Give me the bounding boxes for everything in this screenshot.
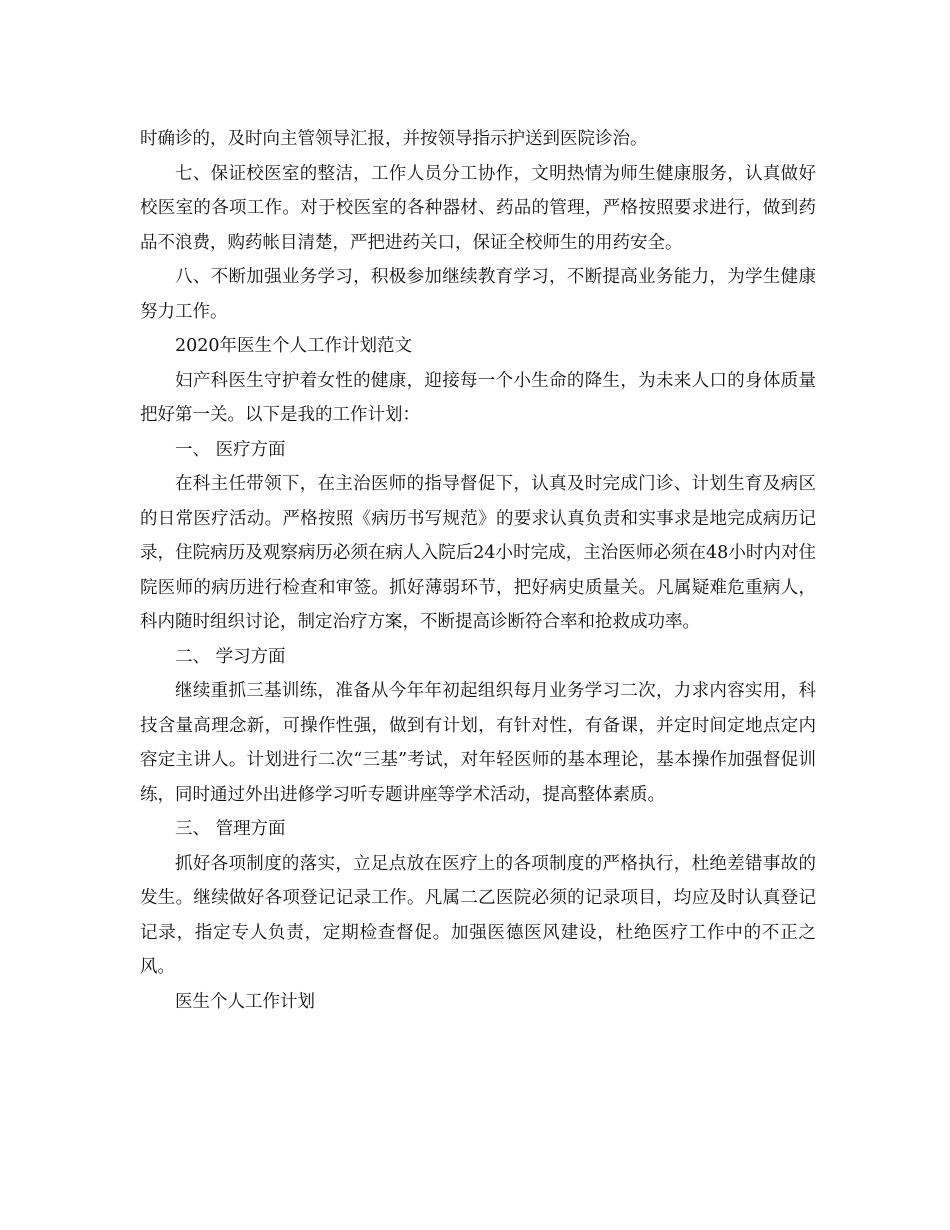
document-body — [140, 122, 816, 1019]
paragraph-management: 抓好各项制度的落实，立足点放在医疗上的各项制度的严格执行，杜绝差错事故的发生。继续做好各项登记记录工作。凡属二乙医院必须的记录项目，均应及时认真登记记录，指定专人负责，定期检查督促。加强医德医风建设，杜绝医疗工作中的不正之风。 — [140, 853, 816, 977]
paragraph-intro: 妇产科医生守护着女性的健康，迎接每一个小生命的降生，为未来人口的身体质量把好第一关。以下是我的工作计划： — [140, 370, 816, 425]
paragraph-learning: 继续重抓三基训练，准备从今年年初起组织每月业务学习二次，力求内容实用，科技含量高理念新，可操作性强，做到有计划，有针对性，有备课，并定时间定地点定内容定主讲人。计划进行二次“三基”考试，对年轻医师的基本理论，基本操作加强督促训练，同时通过外出进修学习听专题讲座等学术活动，提高整体素质。 — [140, 681, 816, 805]
heading-medical: 一、 医疗方面 — [175, 439, 286, 460]
paragraph-item-8: 八、不断加强业务学习，积极参加继续教育学习，不断提高业务能力，为学生健康努力工作。 — [140, 267, 816, 322]
paragraph-continuation: 时确诊的，及时向主管领导汇报，并按领导指示护送到医院诊治。 — [140, 129, 648, 149]
heading-management: 三、 管理方面 — [175, 819, 286, 839]
section-title-2: 医生个人工作计划 — [175, 991, 315, 1012]
paragraph-medical: 在科主任带领下，在主治医师的指导督促下，认真及时完成门诊、计划生育及病区的日常医疗活动。严格按照《病历书写规范》的要求认真负责和实事求是地完成病历记录，住院病历及观察病历必须在病人入院后24小时完成，主治医师必须在48小时内对住院医师的病历进行检查和审签。抓好薄弱环节，把好病史质量关。凡属疑难危重病人，科内随时组织讨论，制定治疗方案，不断提高诊断符合率和抢救成功率。 — [140, 474, 816, 632]
section-title: 2020年医生个人工作计划范文 — [175, 336, 413, 356]
paragraph-item-7: 七、保证校医室的整洁，工作人员分工协作，文明热情为师生健康服务，认真做好校医室的各项工作。对于校医室的各种器材、药品的管理，严格按照要求进行，做到药品不浪费，购药帐目清楚，严把进药关口，保证全校师生的用药安全。 — [140, 163, 816, 253]
heading-learning: 二、 学习方面 — [175, 646, 286, 667]
